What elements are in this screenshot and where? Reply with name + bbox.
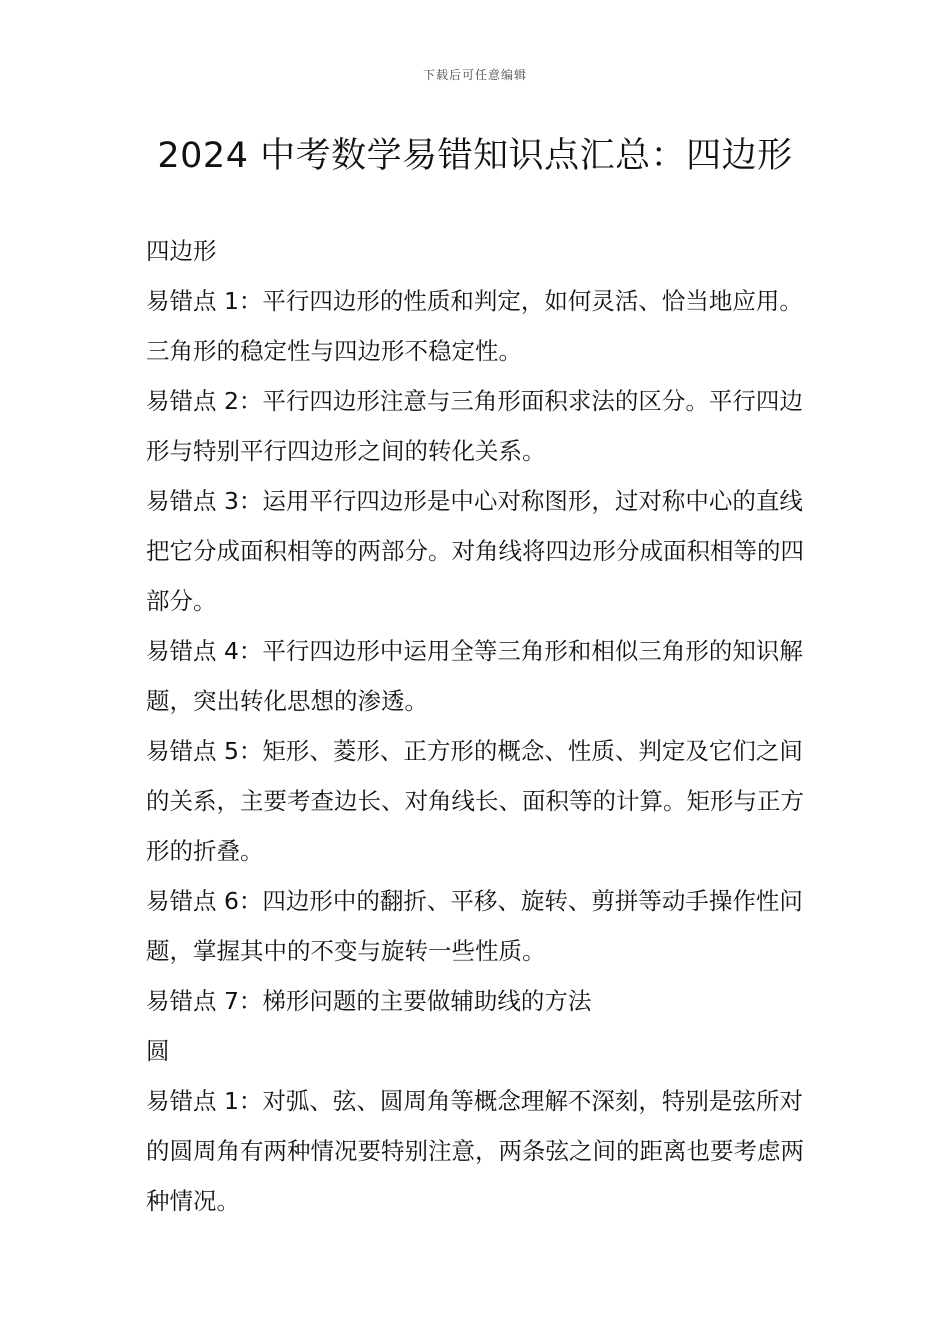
error-point-paragraph	[146, 376, 808, 476]
document-body	[146, 226, 808, 1226]
error-point-label: 易错点 4：	[146, 637, 263, 665]
error-point-paragraph	[146, 476, 808, 626]
error-point-text: 平行四边形注意与三角形面积求法的区分。平行四边形与特别平行四边形之间的转化关系。	[146, 387, 803, 465]
error-point-label: 易错点 7：	[146, 987, 263, 1015]
error-point-label: 易错点 5：	[146, 737, 263, 765]
error-point-label: 易错点 3：	[146, 487, 263, 515]
error-point-label: 易错点 1：	[146, 287, 263, 315]
error-point-label: 易错点 2：	[146, 387, 263, 415]
document-title: 2024 中考数学易错知识点汇总：四边形	[157, 136, 793, 176]
error-point-paragraph	[146, 726, 808, 876]
error-point-text: 平行四边形中运用全等三角形和相似三角形的知识解题，突出转化思想的渗透。	[146, 637, 803, 715]
error-point-paragraph	[146, 876, 808, 976]
error-point-paragraph	[146, 1076, 808, 1226]
error-point-label: 易错点 6：	[146, 887, 263, 915]
section-heading-quadrilateral: 四边形	[146, 237, 217, 265]
error-point-text: 矩形、菱形、正方形的概念、性质、判定及它们之间的关系，主要考查边长、对角线长、面积等的计算。矩形与正方形的折叠。	[146, 737, 804, 865]
error-point-text: 四边形中的翻折、平移、旋转、剪拼等动手操作性问题，掌握其中的不变与旋转一些性质。	[146, 887, 803, 965]
error-point-text: 平行四边形的性质和判定，如何灵活、恰当地应用。三角形的稳定性与四边形不稳定性。	[146, 287, 803, 365]
error-point-text: 梯形问题的主要做辅助线的方法	[262, 987, 592, 1015]
error-point-text: 对弧、弦、圆周角等概念理解不深刻，特别是弦所对的圆周角有两种情况要特别注意，两条弦之间的距离也要考虑两种情况。	[146, 1087, 804, 1215]
section-heading-circle: 圆	[146, 1037, 170, 1065]
error-point-paragraph	[146, 276, 808, 376]
error-point-label: 易错点 1：	[146, 1087, 263, 1115]
error-point-paragraph	[146, 626, 808, 726]
error-point-text: 运用平行四边形是中心对称图形，过对称中心的直线把它分成面积相等的两部分。对角线将四边形分成面积相等的四部分。	[146, 487, 804, 615]
error-point-paragraph	[146, 976, 808, 1026]
header-note: 下载后可任意编辑	[422, 68, 527, 82]
